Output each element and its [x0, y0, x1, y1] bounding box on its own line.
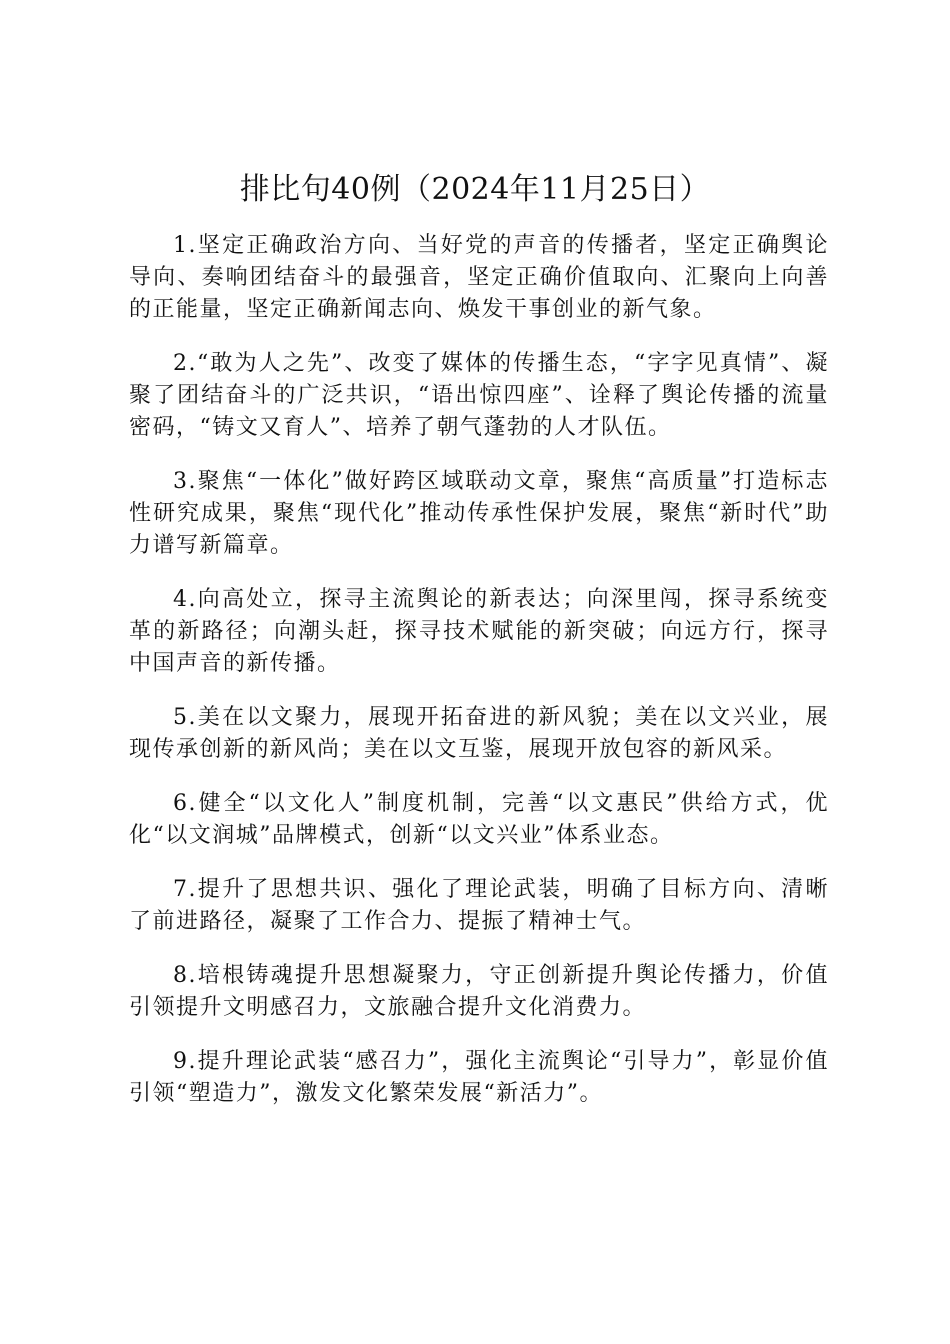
paragraph-7: 7.提升了思想共识、强化了理论武装，明确了目标方向、清晰了前进路径，凝聚了工作合力、提振了精神士气。: [129, 877, 829, 934]
paragraph-1: 1.坚定正确政治方向、当好党的声音的传播者，坚定正确舆论导向、奏响团结奋斗的最强音，坚定正确价值取向、汇聚向上向善的正能量，坚定正确新闻志向、焕发干事创业的新气象。: [129, 233, 829, 322]
paragraph-8: 8.培根铸魂提升思想凝聚力，守正创新提升舆论传播力，价值引领提升文明感召力，文旅融合提升文化消费力。: [129, 963, 829, 1020]
paragraph-2: 2.“敢为人之先”、改变了媒体的传播生态，“字字见真情”、凝聚了团结奋斗的广泛共识，“语出惊四座”、诠释了舆论传播的流量密码，“铸文又育人”、培养了朝气蓬勃的人才队伍。: [129, 351, 829, 440]
paragraph-9: 9.提升理论武装“感召力”，强化主流舆论“引导力”，彰显价值引领“塑造力”，激发文化繁荣发展“新活力”。: [129, 1049, 829, 1106]
paragraph-6: 6.健全“以文化人”制度机制，完善“以文惠民”供给方式，优化“以文润城”品牌模式，创新“以文兴业”体系业态。: [129, 791, 829, 848]
document-title: 排比句40例（2024年11月25日）: [239, 172, 711, 207]
paragraph-5: 5.美在以文聚力，展现开拓奋进的新风貌；美在以文兴业，展现传承创新的新风尚；美在以文互鉴，展现开放包容的新风采。: [129, 705, 829, 762]
document-body: [129, 230, 829, 1132]
paragraph-4: 4.向高处立，探寻主流舆论的新表达；向深里闯，探寻系统变革的新路径；向潮头赶，探寻技术赋能的新突破；向远方行，探寻中国声音的新传播。: [129, 587, 829, 676]
paragraph-3: 3.聚焦“一体化”做好跨区域联动文章，聚焦“高质量”打造标志性研究成果，聚焦“现代化”推动传承性保护发展，聚焦“新时代”助力谱写新篇章。: [129, 469, 829, 558]
